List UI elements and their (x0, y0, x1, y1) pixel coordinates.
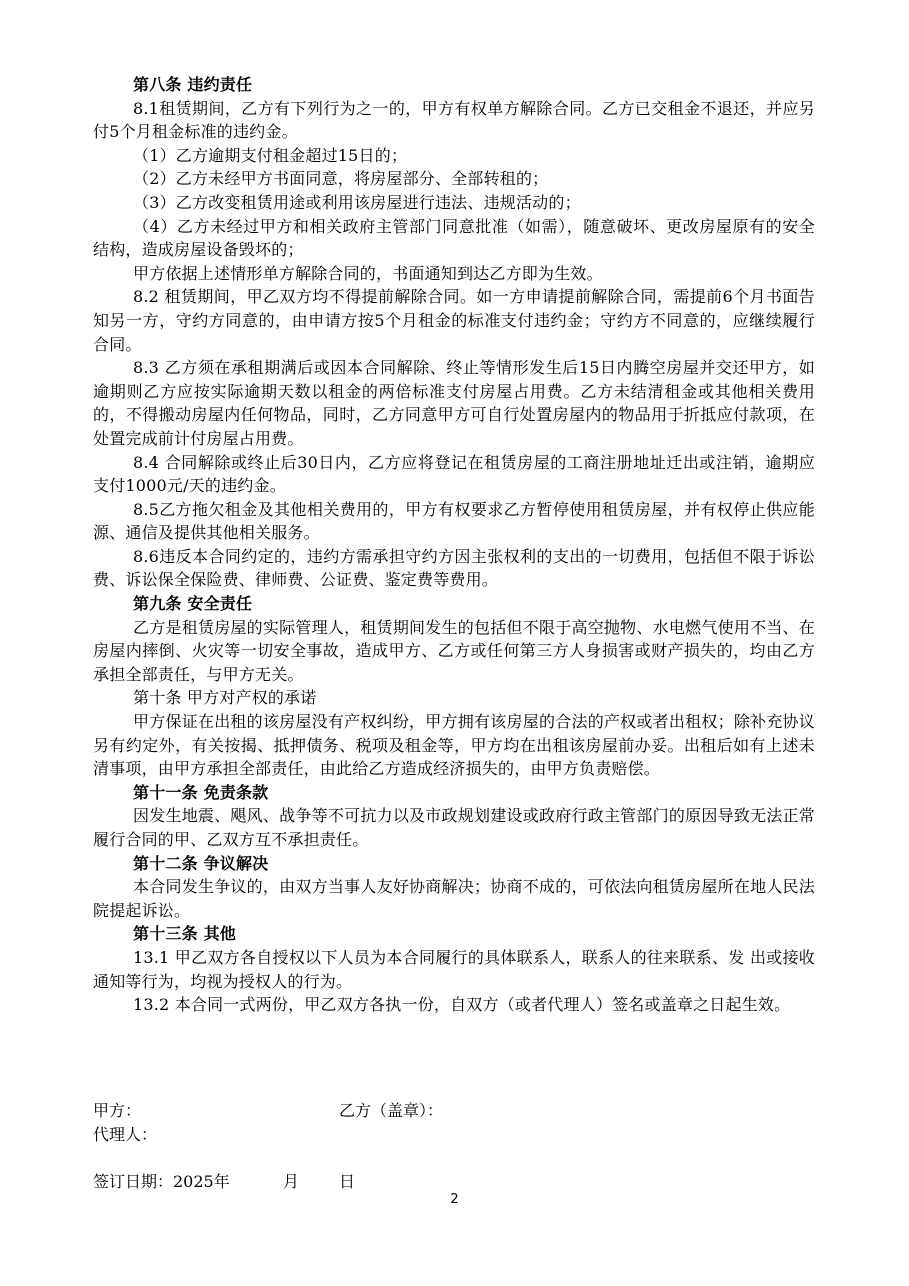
article8-item-4: （4）乙方未经过甲方和相关政府主管部门同意批准（如需），随意破坏、更改房屋原有的安全结构，造成房屋设备毁坏的； (93, 216, 815, 260)
article10-paragraph: 甲方保证在出租的该房屋没有产权纠纷，甲方拥有该房屋的合法的产权或者出租权；除补充协议另有约定外，有关按揭、抵押债务、税项及租金等，甲方均在出租该房屋前办妥。出租后如有上述未清事项，由甲方承担全部责任，由此给乙方造成经济损失的，由甲方负责赔偿。 (93, 712, 815, 779)
signature-row-agent (93, 1123, 815, 1147)
article8-item-3: （3）乙方改变租赁用途或利用该房屋进行违法、违规活动的； (133, 192, 581, 212)
signature-row-parties (93, 1099, 815, 1123)
article8-clause-8-1: 8.1租赁期间，乙方有下列行为之一的，甲方有权单方解除合同。乙方已交租金不退还，并应另付5个月租金标准的违约金。 (93, 98, 815, 142)
article9-paragraph: 乙方是租赁房屋的实际管理人，租赁期间发生的包括但不限于高空抛物、水电燃气使用不当、在房屋内摔倒、火灾等一切安全事故，造成甲方、乙方或任何第三方人身损害或财产损失的，均由乙方承担全部责任，与甲方无关。 (93, 617, 815, 684)
signing-date-month: 月 (283, 1171, 300, 1191)
article13-clause-13-1: 13.1 甲乙双方各自授权以下人员为本合同履行的具体联系人，联系人的往来联系、发 出或接收通知等行为，均视为授权人的行为。 (93, 947, 815, 991)
party-b-label: 乙方（盖章）： (339, 1101, 444, 1120)
article11-title: 第十一条 免责条款 (133, 782, 269, 802)
article8-clause-8-4: 8.4 合同解除或终止后30日内，乙方应将登记在租赁房屋的工商注册地址迁出或注销，逾期应支付1000元/天的违约金。 (93, 452, 815, 496)
article8-title: 第八条 违约责任 (133, 75, 253, 94)
signature-block (93, 1099, 815, 1193)
article13-clause-13-2: 13.2 本合同一式两份，甲乙双方各执一份，自双方（或者代理人）签名或盖章之日起生效。 (133, 995, 791, 1015)
article8-clause-8-6: 8.6违反本合同约定的，违约方需承担守约方因主张权利的支出的一切费用，包括但不限于诉讼费、诉讼保全保险费、律师费、公证费、鉴定费等费用。 (93, 546, 815, 590)
agent-label: 代理人： (93, 1124, 158, 1144)
signing-date-label: 签订日期：2025年 (93, 1171, 230, 1191)
contract-body (93, 73, 815, 1017)
signature-spacer (93, 1146, 815, 1170)
article8-clause-8-5: 8.5乙方拖欠租金及其他相关费用的，甲方有权要求乙方暂停使用租赁房屋，并有权停止供应能源、通信及提供其他相关服务。 (93, 499, 815, 543)
article8-clause-8-2: 8.2 租赁期间，甲乙双方均不得提前解除合同。如一方申请提前解除合同，需提前6个月书面告知另一方，守约方同意的，由申请方按5个月租金的标准支付违约金；守约方不同意的，应继续履行合同。 (93, 287, 815, 354)
article8-item-1: （1）乙方逾期支付租金超过15日的； (133, 145, 408, 165)
signing-date-day: 日 (339, 1171, 356, 1191)
page-number: 2 (450, 1192, 459, 1207)
article13-title: 第十三条 其他 (133, 924, 236, 944)
article8-clause-8-3: 8.3 乙方须在承租期满后或因本合同解除、终止等情形发生后15日内腾空房屋并交还甲方，如逾期则乙方应按实际逾期天数以租金的两倍标准支付房屋占用费。乙方未结清租金或其他相关费用的，不得搬动房屋内任何物品，同时，乙方同意甲方可自行处置房屋内的物品用于折抵应付款项，在处置完成前计付房屋占用费。 (93, 358, 815, 448)
party-a-label: 甲方： (93, 1101, 142, 1120)
signing-date-row (93, 1170, 815, 1194)
article10-title: 第十条 甲方对产权的承诺 (133, 688, 317, 708)
article12-title: 第十二条 争议解决 (133, 853, 269, 873)
article8-notice: 甲方依据上述情形单方解除合同的，书面通知到达乙方即为生效。 (133, 263, 603, 283)
article11-paragraph: 因发生地震、飓风、战争等不可抗力以及市政规划建设或政府行政主管部门的原因导致无法正常履行合同的甲、乙双方互不承担责任。 (93, 806, 815, 849)
article8-item-2: （2）乙方未经甲方书面同意，将房屋部分、全部转租的； (133, 169, 549, 189)
article12-paragraph: 本合同发生争议的，由双方当事人友好协商解决；协商不成的，可依法向租赁房屋所在地人民法院提起诉讼。 (93, 877, 815, 920)
article9-title: 第九条 安全责任 (133, 594, 253, 614)
